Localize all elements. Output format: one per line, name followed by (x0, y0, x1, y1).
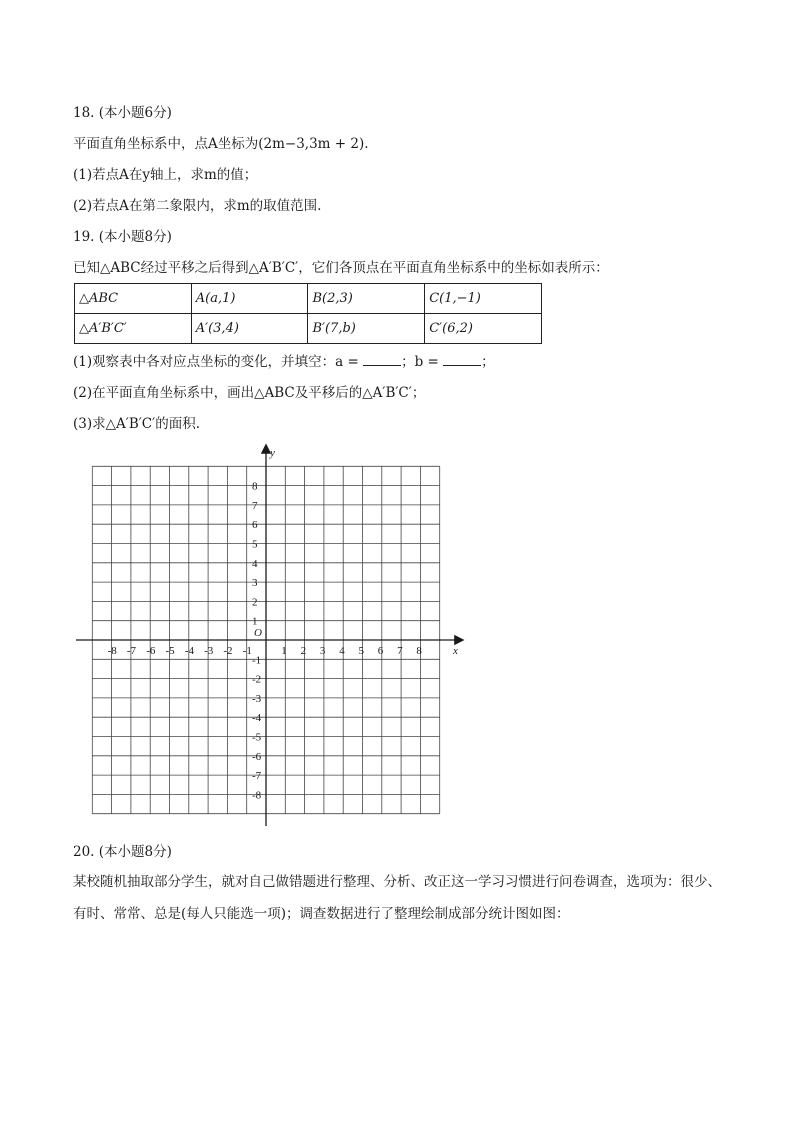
y-tick-label: -2 (252, 673, 262, 686)
axes (76, 446, 462, 826)
table-cell: A′(3,4) (191, 314, 308, 344)
y-tick-label: 3 (252, 577, 258, 590)
x-tick-label: -6 (146, 645, 156, 657)
y-tick-label: -1 (252, 654, 262, 667)
y-tick-label: 4 (252, 557, 258, 570)
table-cell: B′(7,b) (308, 314, 425, 344)
q19-part2: (2)在平面直角坐标系中，画出△ABC及平移后的△A′B′C′； (73, 385, 426, 401)
y-tick-label: 7 (252, 499, 258, 512)
y-tick-label: 2 (252, 596, 258, 609)
y-tick-label: 5 (252, 538, 258, 551)
answer-blank-a[interactable] (363, 353, 401, 366)
x-tick-label: -3 (204, 645, 214, 657)
y-axis-label: y (270, 447, 275, 459)
y-tick-label: -8 (252, 789, 262, 802)
x-tick-label: 8 (416, 645, 422, 657)
table-row (75, 314, 542, 344)
y-tick-label: -5 (252, 731, 262, 744)
y-tick-label: -6 (252, 750, 262, 763)
y-tick-label: -4 (252, 712, 262, 725)
x-tick-label: 7 (397, 645, 403, 657)
x-tick-label: -5 (165, 645, 175, 657)
table-cell: A(a,1) (191, 284, 308, 314)
q18-stem: 平面直角坐标系中，点A坐标为(2m−3,3m + 2). (73, 136, 369, 152)
x-tick-label: 6 (377, 645, 384, 657)
q19-stem: 已知△ABC经过平移之后得到△A′B′C′，它们各顶点在平面直角坐标系中的坐标如表所示： (73, 260, 609, 276)
coordinate-table (74, 283, 542, 344)
table-cell: B(2,3) (308, 284, 425, 314)
y-tick-label: -3 (252, 692, 262, 705)
y-tick-labels (252, 481, 262, 802)
x-tick-label: 1 (281, 645, 287, 657)
x-tick-label: 3 (319, 645, 326, 657)
x-tick-label: 4 (339, 645, 345, 657)
q20-stem: 某校随机抽取部分学生，就对自己做错题进行整理、分析、改正这一学习习惯进行问卷调查，选项为：很少、有时、常常、总是(每人只能选一项)；调查数据进行了整理绘制成部分统计图如图： (73, 874, 721, 922)
q18-header: 18. (本小题6分) (73, 105, 172, 121)
y-tick-label: 6 (252, 519, 258, 532)
table-row (75, 284, 542, 314)
q19-part1-mid: ；b = (401, 354, 439, 370)
q19-part3: (3)求△A′B′C′的面积. (73, 416, 200, 432)
y-tick-label: 8 (252, 480, 258, 493)
q19-part1-prefix: (1)观察表中各对应点坐标的变化，并填空：a = (73, 354, 359, 370)
table-cell: △ABC (75, 284, 192, 314)
x-tick-label: -4 (184, 645, 194, 657)
x-tick-label: -1 (242, 645, 252, 657)
y-tick-label: -7 (252, 770, 262, 783)
answer-blank-b[interactable] (443, 353, 481, 366)
q19-part1-suffix: ； (481, 354, 495, 370)
table-cell: C′(6,2) (425, 314, 542, 344)
x-tick-label: 5 (358, 645, 364, 657)
x-tick-label: -7 (126, 645, 137, 657)
x-tick-label: -8 (107, 645, 117, 657)
table-cell: C(1,−1) (425, 284, 542, 314)
x-tick-label: -2 (223, 645, 233, 657)
coordinate-grid (70, 440, 470, 830)
q18-part2: (2)若点A在第二象限内，求m的取值范围. (73, 198, 322, 214)
q19-header: 19. (本小题8分) (73, 229, 172, 245)
y-tick-label: 1 (252, 615, 258, 628)
origin-label: O (254, 627, 262, 639)
table-cell: △A′B′C′ (75, 314, 192, 344)
q19-part1 (73, 353, 495, 371)
q20-header: 20. (本小题8分) (73, 844, 172, 860)
q18-part1: (1)若点A在y轴上，求m的值； (73, 167, 258, 183)
x-axis-label: x (453, 645, 458, 657)
x-tick-label: 2 (300, 645, 307, 657)
x-tick-labels (108, 645, 423, 657)
